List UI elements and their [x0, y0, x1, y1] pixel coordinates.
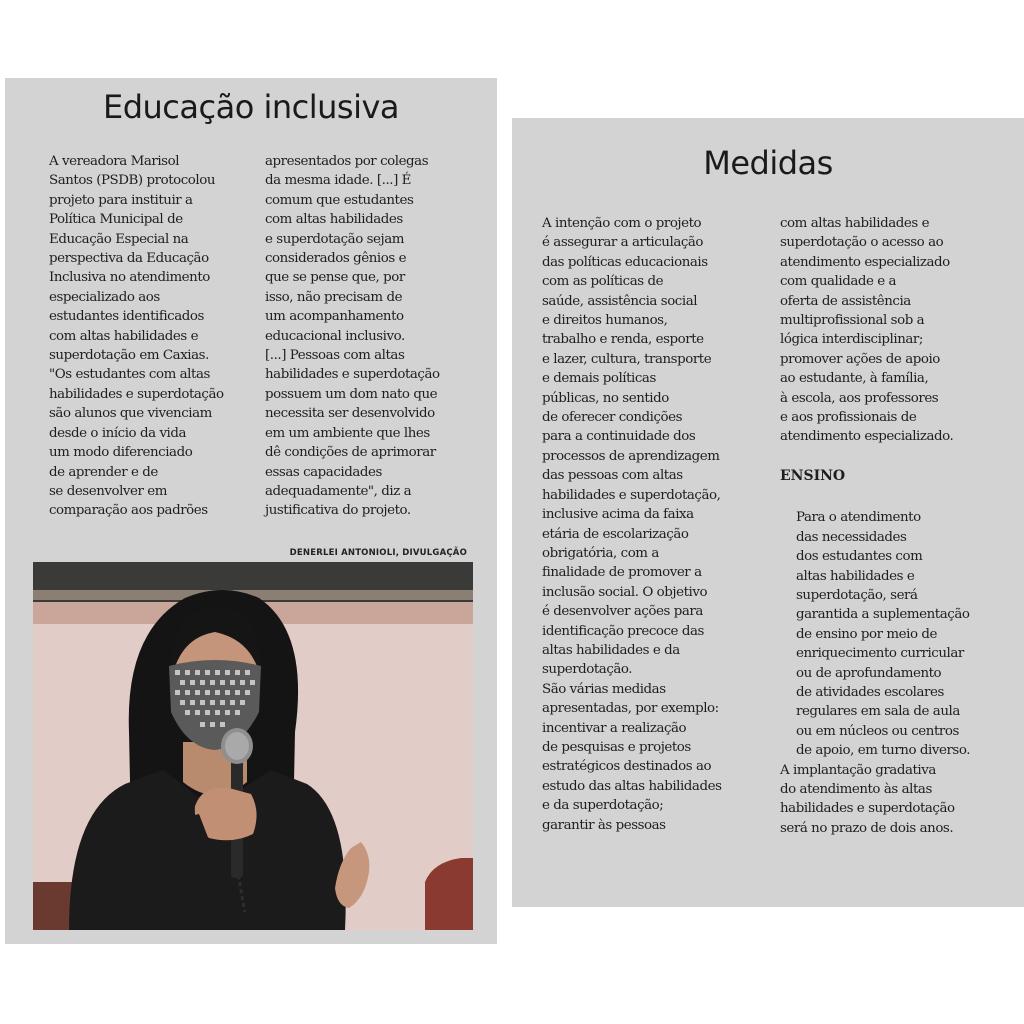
text-line: atendimento especializado: [780, 254, 950, 270]
text-line: apresentados por colegas: [265, 154, 429, 169]
article-column-2: [780, 214, 1018, 838]
text-line: será no prazo de dois anos.: [780, 820, 954, 836]
text-line: garantir às pessoas: [542, 817, 666, 833]
text-line: Política Municipal de: [49, 212, 183, 228]
text-line: [...] Pessoas com altas: [265, 348, 405, 364]
text-line: incentivar a realização: [542, 720, 687, 736]
news-photo: [33, 562, 473, 930]
text-line: com altas habilidades: [265, 212, 403, 228]
text-line: habilidades e superdotação: [265, 367, 440, 383]
text-line: etária de escolarização: [542, 526, 689, 542]
text-line: um modo diferenciado: [49, 445, 193, 461]
text-line: é assegurar a articulação: [542, 235, 704, 251]
text-line: habilidades e superdotação,: [542, 487, 721, 503]
text-line: lógica interdisciplinar;: [780, 332, 923, 348]
text-line: superdotação em Caxias.: [49, 348, 209, 364]
photo-credit: DENERLEI ANTONIOLI, DIVULGAÇÃO: [289, 548, 467, 558]
text-line: de apoio, em turno diverso.: [796, 743, 971, 759]
text-line: perspectiva da Educação: [49, 251, 209, 267]
text-line: é desenvolver ações para: [542, 604, 703, 620]
text-line: necessita ser desenvolvido: [265, 406, 435, 422]
text-line: e lazer, cultura, transporte: [542, 351, 712, 367]
text-line: de ensino por meio de: [796, 626, 937, 642]
text-line: regulares em sala de aula: [796, 704, 960, 720]
text-line: estudo das altas habilidades: [542, 778, 722, 794]
text-line: inclusão social. O objetivo: [542, 584, 708, 600]
text-line: um acompanhamento: [265, 309, 404, 325]
left-clipping: [5, 78, 497, 944]
text-line: com altas habilidades e: [49, 328, 199, 344]
text-line: e aos profissionais de: [780, 410, 917, 426]
text-line: de atividades escolares: [796, 684, 944, 700]
text-line: superdotação, será: [796, 587, 918, 603]
paragraph: [526, 680, 766, 835]
text-line: superdotação.: [542, 662, 633, 678]
text-line: promover ações de apoio: [780, 351, 940, 367]
photo-woman-speaking-image: [33, 562, 473, 930]
text-line: justificativa do projeto.: [265, 503, 411, 519]
text-line: de oferecer condições: [542, 410, 683, 426]
text-line: que se pense que, por: [265, 270, 405, 286]
text-line: e superdotação sejam: [265, 231, 405, 247]
headline: Medidas: [703, 144, 833, 182]
text-line: dos estudantes com: [796, 549, 923, 565]
text-line: Inclusiva no atendimento: [49, 270, 210, 286]
text-line: das pessoas com altas: [542, 468, 683, 484]
text-line: finalidade de promover a: [542, 565, 702, 581]
text-line: públicas, no sentido: [542, 390, 669, 406]
text-line: multiprofissional sob a: [780, 313, 925, 329]
text-line: habilidades e superdotação: [49, 386, 224, 402]
headline: Educação inclusiva: [102, 88, 399, 126]
section-subhead: ENSINO: [780, 467, 846, 484]
text-line: são alunos que vivenciam: [49, 406, 212, 422]
text-line: das políticas educacionais: [542, 254, 708, 270]
text-line: possuem um dom nato que: [265, 386, 438, 402]
text-line: considerados gênios e: [265, 251, 407, 267]
text-line: Para o atendimento: [796, 510, 921, 526]
text-line: atendimento especializado.: [780, 429, 954, 445]
text-line: de pesquisas e projetos: [542, 739, 691, 755]
text-line: adequadamente", diz a: [265, 483, 412, 499]
text-line: processos de aprendizagem: [542, 448, 720, 464]
text-line: ao estudante, à família,: [780, 371, 929, 387]
paragraph: [780, 761, 1018, 839]
text-line: com qualidade e a: [780, 274, 897, 290]
text-line: saúde, assistência social: [542, 293, 698, 309]
text-line: comum que estudantes: [265, 192, 414, 208]
text-line: especializado aos: [49, 289, 160, 305]
text-line: identificação precoce das: [542, 623, 704, 639]
text-line: São várias medidas: [542, 681, 666, 697]
text-line: do atendimento às altas: [780, 781, 932, 797]
text-line: apresentadas, por exemplo:: [542, 701, 719, 717]
text-line: projeto para instituir a: [49, 192, 193, 208]
paragraph: [526, 214, 766, 680]
article-column-1: [33, 152, 248, 521]
article-column-1: [526, 214, 766, 835]
right-clipping: [512, 118, 1024, 907]
text-line: ou em núcleos ou centros: [796, 723, 959, 739]
text-line: e da superdotação;: [542, 798, 664, 814]
paragraph: [265, 152, 485, 521]
text-line: habilidades e superdotação: [780, 801, 955, 817]
text-line: à escola, aos professores: [780, 390, 939, 406]
text-line: trabalho e renda, esporte: [542, 332, 704, 348]
article-column-2: [265, 152, 485, 521]
text-line: oferta de assistência: [780, 293, 911, 309]
text-line: de aprender e de: [49, 464, 158, 480]
text-line: altas habilidades e: [796, 568, 915, 584]
text-line: em um ambiente que lhes: [265, 425, 430, 441]
text-line: das necessidades: [796, 529, 907, 545]
text-line: estudantes identificados: [49, 309, 204, 325]
text-line: altas habilidades e da: [542, 642, 680, 658]
text-line: A intenção com o projeto: [542, 216, 702, 231]
text-line: educacional inclusivo.: [265, 328, 405, 344]
text-line: Educação Especial na: [49, 231, 189, 247]
text-line: inclusive acima da faixa: [542, 507, 694, 523]
text-line: comparação aos padrões: [49, 503, 208, 519]
text-line: isso, não precisam de: [265, 289, 403, 305]
text-line: ou de aprofundamento: [796, 665, 942, 681]
paragraph: [33, 152, 248, 521]
text-line: com as políticas de: [542, 274, 664, 290]
text-line: da mesma idade. [...] É: [265, 173, 411, 189]
text-line: "Os estudantes com altas: [49, 367, 210, 383]
text-line: obrigatória, com a: [542, 545, 659, 561]
text-line: A vereadora Marisol: [49, 154, 180, 169]
text-line: e direitos humanos,: [542, 313, 668, 329]
text-line: estratégicos destinados ao: [542, 759, 712, 775]
text-line: dê condições de aprimorar: [265, 445, 436, 461]
text-line: Santos (PSDB) protocolou: [49, 173, 216, 189]
paragraph: [780, 508, 1018, 760]
text-line: garantida a suplementação: [796, 607, 970, 623]
text-line: se desenvolver em: [49, 483, 167, 499]
text-line: superdotação o acesso ao: [780, 235, 944, 251]
text-line: com altas habilidades e: [780, 216, 930, 231]
text-line: enriquecimento curricular: [796, 646, 964, 662]
text-line: desde o início da vida: [49, 425, 187, 441]
text-line: A implantação gradativa: [780, 762, 936, 778]
text-line: e demais políticas: [542, 371, 656, 387]
paragraph: [780, 214, 1018, 447]
text-line: essas capacidades: [265, 464, 382, 480]
text-line: para a continuidade dos: [542, 429, 696, 445]
